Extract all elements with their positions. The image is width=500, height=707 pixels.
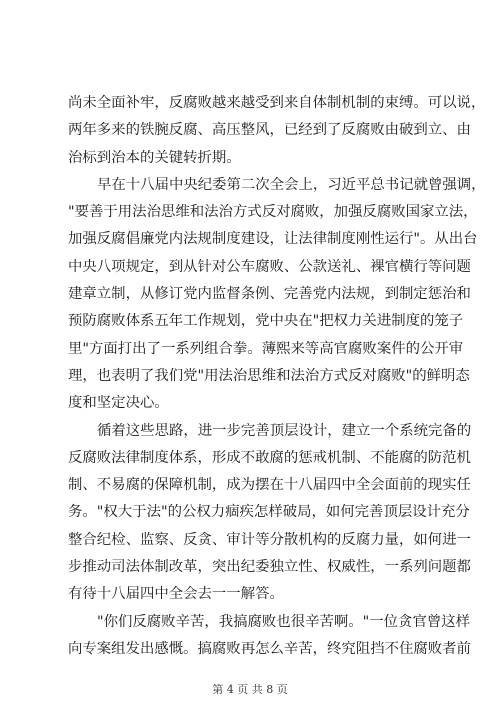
paragraph-first-line: 循着这些思路，进一步完善顶层设计，建立一个系统完备的 bbox=[97, 422, 472, 439]
text-line: 里"方面打出了一系列组合拳。薄熙来等高官腐败案件的公开审 bbox=[68, 340, 464, 357]
text-line: 反腐败法律制度体系，形成不敢腐的惩戒机制、不能腐的防范机 bbox=[68, 449, 471, 466]
text-line: 加强反腐倡廉党内法规制度建设，让法律制度刚性运行"。从出台 bbox=[68, 231, 478, 248]
text-line: 尚未全面补牢，反腐败越来越受到来自体制机制的束缚。可以说， bbox=[68, 95, 486, 111]
text-line: 务。"权大于法"的公权力痼疾怎样破局，如何完善顶层设计充分 bbox=[68, 504, 470, 521]
text-line: "要善于用法治思维和法治方式反对腐败，加强反腐败国家立法， bbox=[68, 204, 478, 221]
page-number-footer: 第 4 页 共 8 页 bbox=[212, 683, 288, 696]
paragraph-first-line: 早在十八届中央纪委第二次全会上，习近平总书记就曾强调， bbox=[97, 176, 486, 193]
text-line: 中央八项规定，到从针对公车腐败、公款送礼、裸官横行等问题 bbox=[68, 258, 471, 275]
text-line: 预防腐败体系五年工作规划，党中央在"把权力关进制度的笼子 bbox=[68, 313, 464, 330]
paragraph-first-line: "你们反腐败辛苦，我搞腐败也很辛苦啊。"一位贪官曾这样 bbox=[97, 613, 471, 630]
text-line: 两年多来的铁腕反腐、高压整风，已经到了反腐败由破到立、由 bbox=[68, 122, 471, 139]
text-line: 建章立制，从修订党内监督条例、完善党内法规，到制定惩治和 bbox=[68, 286, 471, 303]
text-line: 向专案组发出感慨。搞腐败再怎么辛苦，终究阻挡不住腐败者前 bbox=[68, 640, 471, 657]
text-line: 有待十八届四中全会去一一解答。 bbox=[68, 586, 284, 603]
text-line: 步推动司法体制改革，突出纪委独立性、权威性，一系列问题都 bbox=[68, 559, 471, 576]
text-line: 制、不易腐的保障机制，成为摆在十八届四中全会面前的现实任 bbox=[68, 477, 471, 494]
text-line: 治标到治本的关键转折期。 bbox=[68, 149, 241, 166]
text-line: 度和坚定决心。 bbox=[68, 395, 169, 412]
document-body bbox=[68, 90, 486, 663]
text-line: 理，也表明了我们党"用法治思维和法治方式反对腐败"的鲜明态 bbox=[68, 367, 470, 384]
text-line: 整合纪检、监察、反贪、审计等分散机构的反腐力量，如何进一 bbox=[68, 531, 471, 548]
